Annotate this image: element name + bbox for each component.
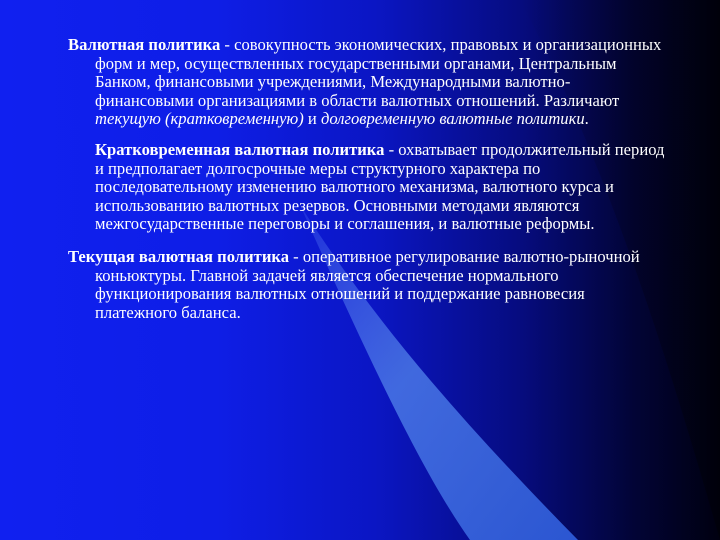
end-text: .: [584, 109, 589, 129]
distinguish-text: Различают: [543, 90, 620, 110]
and-text: и: [303, 109, 321, 129]
kind-current-text: текущую (кратковременную): [95, 109, 304, 129]
term-currency-policy: Валютная политика: [68, 35, 221, 54]
term-short-term-policy: Кратковременная валютная политика: [95, 139, 385, 159]
short-term-text: - охватывает продолжительный период и предполагает долгосрочные меры структурного характера по последовательному изменению валютного механизма, валютного курса и использованию валютных резервов. Основными методами являются межгосударственные переговоры и соглашения, и валютные реформы.: [95, 139, 665, 234]
paragraph-short-term: [68, 141, 668, 234]
paragraph-definition: [68, 36, 668, 129]
term-current-policy: Текущая валютная политика: [68, 246, 289, 266]
current-text: - оперативное регулирование валютно-рыночной коньюктуры. Главной задачей является обеспечение нормального функционирования валютных отношений и поддержание равновесия платежного баланса.: [95, 246, 640, 322]
paragraph-current: [68, 248, 668, 322]
slide-body-text: [68, 36, 668, 322]
definition-text: - совокупность экономических, правовых и организационных форм и мер, осуществленных государственными органами, Центральным Банком, финансовыми учреждениями, Международными валютно-финансовыми организациями в области валютных отношений.: [95, 35, 662, 110]
kind-long-text: долговременную валютные политики: [320, 109, 585, 129]
